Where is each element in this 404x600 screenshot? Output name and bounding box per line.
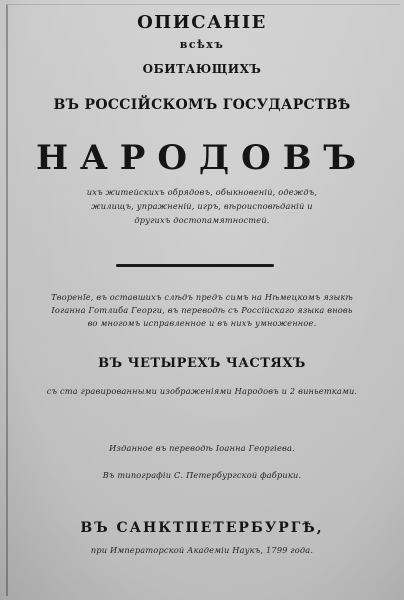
- note-line: Творенїе, въ оставшихъ слѣдъ предъ симъ на Нѣмецкомъ языкѣ: [51, 292, 353, 302]
- title-line-gosudarstve: ВЪ РОССІЙСКОМЪ ГОСУДАРСТВѢ: [53, 97, 351, 113]
- title-line-vsekh: всѣхъ: [179, 38, 225, 51]
- parts-heading: ВЪ ЧЕТЫРЕХЪ ЧАСТЯХЪ: [98, 356, 306, 371]
- press-line: Въ типографіи С. Петербургской фабрики.: [102, 470, 302, 480]
- note-line: во многомъ исправленное и въ нихъ умноженное.: [87, 318, 317, 328]
- title-line-narodov: НАРОДОВЪ: [35, 138, 369, 178]
- subtitle-line: другихъ достопамятностей.: [134, 215, 270, 225]
- publication-city: ВЪ САНКТПЕТЕРБУРГѢ,: [80, 520, 324, 536]
- imprint-line: при Императорской Академіи Наукъ, 1799 года.: [90, 545, 314, 555]
- subtitle-line: жилищъ, упражненій, игръ, вѣроисповѣданій и: [91, 201, 313, 211]
- illustrations-line: съ ста гравированными изображеніями Народовъ и 2 виньетками.: [46, 386, 358, 396]
- note-line: Іоганна Готлиба Георги, въ переводѣ съ Россійскаго языка вновь: [51, 305, 353, 315]
- title-line-obitayushchikh: ОБИТАЮЩИХЪ: [142, 62, 262, 76]
- translation-line: Изданное въ переводѣ Іоанна Георгіева.: [109, 443, 295, 453]
- book-title: ОПИСАНІЕ: [137, 12, 267, 33]
- divider-rule: [116, 264, 274, 267]
- subtitle-line: ихъ житейскихъ обрядовъ, обыкновеній, одеждъ,: [86, 187, 318, 197]
